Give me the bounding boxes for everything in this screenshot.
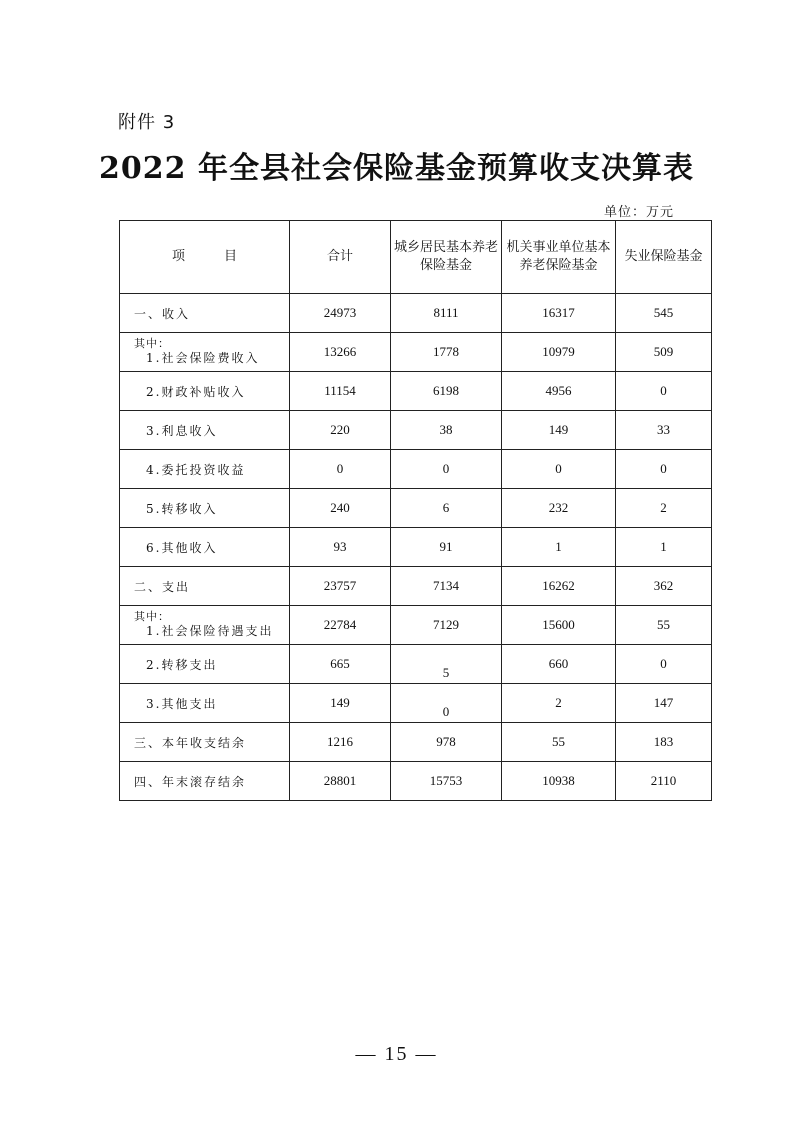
row-label: 三、本年收支结余 <box>120 723 290 762</box>
row-label <box>120 606 290 645</box>
cell-urban-rural <box>391 684 502 723</box>
cell-total: 11154 <box>290 372 391 411</box>
cell-urban-rural: 38 <box>391 411 502 450</box>
table-row <box>120 411 712 450</box>
cell-urban-rural: 6198 <box>391 372 502 411</box>
table-row <box>120 372 712 411</box>
cell-total: 22784 <box>290 606 391 645</box>
cell-institution: 660 <box>502 645 616 684</box>
cell-institution: 16317 <box>502 294 616 333</box>
cell-urban-rural: 6 <box>391 489 502 528</box>
budget-table <box>119 220 712 801</box>
row-label: 2.财政补贴收入 <box>120 372 290 411</box>
header-urban-rural-line2: 保险基金 <box>419 258 472 273</box>
row-note: 其中： <box>134 610 170 623</box>
cell-institution: 2 <box>502 684 616 723</box>
row-label: 四、年末滚存结余 <box>120 762 290 801</box>
cell-institution: 10979 <box>502 333 616 372</box>
row-label-text: 1.社会保险费收入 <box>146 351 260 365</box>
cell-total: 1216 <box>290 723 391 762</box>
cell-urban-rural: 91 <box>391 528 502 567</box>
cell-total: 28801 <box>290 762 391 801</box>
table-row <box>120 762 712 801</box>
table-row <box>120 684 712 723</box>
cell-unemployment: 0 <box>616 645 712 684</box>
cell-unemployment: 183 <box>616 723 712 762</box>
header-total: 合计 <box>290 221 391 294</box>
row-label: 6.其他收入 <box>120 528 290 567</box>
cell-total: 665 <box>290 645 391 684</box>
cell-institution: 0 <box>502 450 616 489</box>
table-row <box>120 294 712 333</box>
table-row <box>120 645 712 684</box>
cell-unemployment: 545 <box>616 294 712 333</box>
cell-total: 13266 <box>290 333 391 372</box>
cell-urban-rural <box>391 645 502 684</box>
cell-total: 149 <box>290 684 391 723</box>
page-number: — 15 — <box>355 1043 438 1065</box>
header-institution-line1: 机关事业单位基本 <box>506 240 611 255</box>
table-row <box>120 528 712 567</box>
cell-institution: 1 <box>502 528 616 567</box>
row-label: 一、收入 <box>120 294 290 333</box>
header-unemployment: 失业保险基金 <box>616 221 712 294</box>
cell-institution: 149 <box>502 411 616 450</box>
cell-urban-rural: 978 <box>391 723 502 762</box>
header-item: 项 目 <box>120 221 290 294</box>
row-label: 二、支出 <box>120 567 290 606</box>
cell-total: 24973 <box>290 294 391 333</box>
table-row <box>120 450 712 489</box>
row-label: 5.转移收入 <box>120 489 290 528</box>
cell-institution: 4956 <box>502 372 616 411</box>
cell-institution: 15600 <box>502 606 616 645</box>
cell-urban-rural: 7134 <box>391 567 502 606</box>
cell-urban-rural-value: 0 <box>442 704 450 719</box>
cell-unemployment: 33 <box>616 411 712 450</box>
header-institution <box>502 221 616 294</box>
table-row <box>120 567 712 606</box>
page-title: 2022 年全县社会保险基金预算收支决算表 <box>99 151 694 186</box>
header-institution-line2: 养老保险基金 <box>519 258 598 273</box>
row-label: 3.利息收入 <box>120 411 290 450</box>
cell-total: 93 <box>290 528 391 567</box>
cell-unemployment: 362 <box>616 567 712 606</box>
row-label: 4.委托投资收益 <box>120 450 290 489</box>
cell-unemployment: 1 <box>616 528 712 567</box>
row-note: 其中： <box>134 337 170 350</box>
cell-unemployment: 2 <box>616 489 712 528</box>
cell-total: 0 <box>290 450 391 489</box>
cell-urban-rural: 0 <box>391 450 502 489</box>
row-label <box>120 333 290 372</box>
table-row <box>120 489 712 528</box>
row-label-text: 1.社会保险待遇支出 <box>146 624 274 638</box>
cell-institution: 16262 <box>502 567 616 606</box>
cell-unemployment: 147 <box>616 684 712 723</box>
table-row <box>120 333 712 372</box>
table-header-row <box>120 221 712 294</box>
cell-urban-rural: 1778 <box>391 333 502 372</box>
row-label: 3.其他支出 <box>120 684 290 723</box>
cell-unemployment: 509 <box>616 333 712 372</box>
table-row <box>120 723 712 762</box>
cell-total: 23757 <box>290 567 391 606</box>
cell-unemployment: 2110 <box>616 762 712 801</box>
cell-urban-rural: 15753 <box>391 762 502 801</box>
header-urban-rural <box>391 221 502 294</box>
cell-unemployment: 0 <box>616 450 712 489</box>
attachment-label: 附件 3 <box>118 112 176 133</box>
unit-label: 单位：万元 <box>603 205 674 220</box>
row-label: 2.转移支出 <box>120 645 290 684</box>
cell-urban-rural-value: 5 <box>442 665 450 680</box>
cell-institution: 232 <box>502 489 616 528</box>
cell-unemployment: 0 <box>616 372 712 411</box>
cell-total: 240 <box>290 489 391 528</box>
cell-institution: 10938 <box>502 762 616 801</box>
cell-total: 220 <box>290 411 391 450</box>
cell-urban-rural: 8111 <box>391 294 502 333</box>
cell-unemployment: 55 <box>616 606 712 645</box>
cell-urban-rural: 7129 <box>391 606 502 645</box>
table-row <box>120 606 712 645</box>
header-urban-rural-line1: 城乡居民基本养老 <box>393 240 498 255</box>
cell-institution: 55 <box>502 723 616 762</box>
